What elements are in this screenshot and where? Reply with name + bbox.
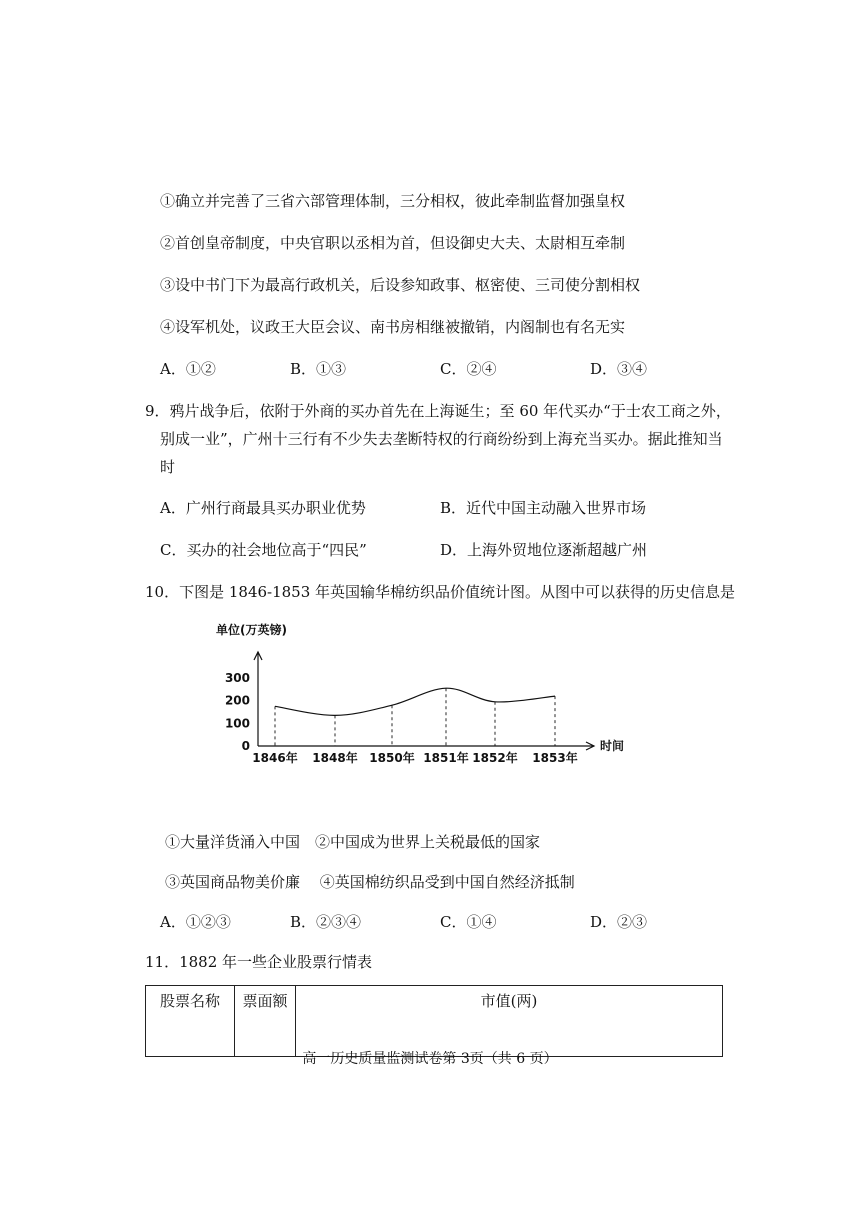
q9-option-c: C．买办的社会地位高于“四民” <box>160 541 367 559</box>
q9-stem-line-1: 9．鸦片战争后，依附于外商的买办首先在上海诞生；至 60 年代买办“于士农工商之外， <box>145 402 731 420</box>
q10-option-d: D．②③ <box>590 913 648 931</box>
chart-series-line <box>275 688 555 715</box>
chart-axes <box>254 652 594 750</box>
q8-option-c: C．②④ <box>440 360 497 378</box>
chart-y-axis-label: 单位(万英镑) <box>216 623 287 637</box>
header-market-value: 市值(两) <box>296 986 723 1057</box>
page-footer: 高一历史质量监测试卷第 3页（共 6 页） <box>302 1051 558 1067</box>
header-stock-name: 股票名称 <box>146 986 235 1057</box>
x-tick-label: 1850年 <box>369 751 415 765</box>
chart-y-ticks <box>225 671 250 753</box>
x-tick-label: 1846年 <box>252 751 298 765</box>
chart-x-axis-label: 时间 <box>600 739 625 753</box>
q11-stem: 11．1882 年一些企业股票行情表 <box>145 953 373 971</box>
q8-item-2: ②首创皇帝制度，中央官职以丞相为首，但设御史大夫、太尉相互牵制 <box>160 234 626 252</box>
q8-option-a: A．①② <box>160 360 216 378</box>
x-tick-label: 1852年 <box>472 751 518 765</box>
y-tick-label: 0 <box>241 739 250 753</box>
chart-x-labels <box>252 750 577 765</box>
y-tick-label: 300 <box>224 671 250 685</box>
q10-stem: 10．下图是 1846-1853 年英国输华棉纺织品价值统计图。从图中可以获得的历史信息是 <box>145 583 736 601</box>
q9-stem-line-2: 别成一业”，广州十三行有不少失去垄断特权的行商纷纷到上海充当买办。据此推知当 <box>160 430 723 448</box>
stock-table-header-row <box>146 986 723 1057</box>
q10-option-a: A．①②③ <box>160 913 231 931</box>
x-tick-label: 1853年 <box>532 751 578 765</box>
y-tick-label: 100 <box>224 716 250 731</box>
q9-option-b: B．近代中国主动融入世界市场 <box>440 499 647 517</box>
q8-item-1: ①确立并完善了三省六部管理体制，三分相权，彼此牵制监督加强皇权 <box>160 192 626 210</box>
x-tick-label: 1851年 <box>423 751 469 765</box>
q10-items-line-2: ③英国商品物美价廉 ④英国棉纺织品受到中国自然经济抵制 <box>165 873 575 891</box>
x-tick-label: 1848年 <box>312 751 358 765</box>
q10-option-b: B．②③④ <box>290 913 362 931</box>
q8-option-d: D．③④ <box>590 360 648 378</box>
q10-option-c: C．①④ <box>440 913 497 931</box>
q9-stem-line-3: 时 <box>160 458 176 476</box>
cotton-export-chart <box>200 618 640 778</box>
q8-item-3: ③设中书门下为最高行政机关，后设参知政事、枢密使、三司使分割相权 <box>160 276 641 294</box>
y-tick-label: 200 <box>224 693 250 708</box>
q9-option-d: D．上海外贸地位逐渐超越广州 <box>440 541 648 559</box>
q9-option-a: A．广州行商最具买办职业优势 <box>160 499 366 517</box>
stock-table <box>145 985 723 1057</box>
header-face-value: 票面额 <box>235 986 296 1057</box>
q8-option-b: B．①③ <box>290 360 347 378</box>
q10-items-line-1: ①大量洋货涌入中国 ②中国成为世界上关税最低的国家 <box>165 833 541 851</box>
q8-item-4: ④设军机处，议政王大臣会议、南书房相继被撤销，内阁制也有名无实 <box>160 318 626 336</box>
